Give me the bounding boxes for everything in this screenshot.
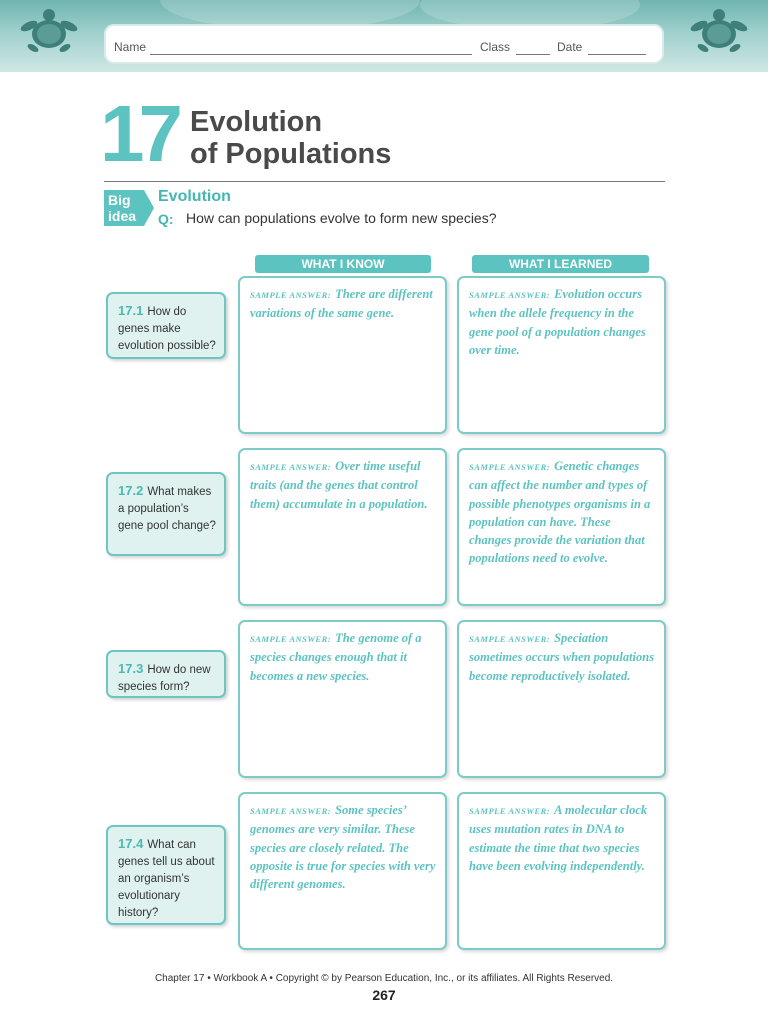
big-idea-badge-top: Big [108,192,131,208]
chapter-title-line1: Evolution [190,106,323,138]
sample-answer-tag: SAMPLE ANSWER: [469,290,551,300]
sample-answer-tag: SAMPLE ANSWER: [469,634,551,644]
lesson-question-text: What can genes tell us about an organism’s evolutionary history? [118,839,215,919]
lesson-question-text: How do new species form? [118,664,211,693]
copyright-footer: Chapter 17 • Workbook A • Copyright © by Pearson Education, Inc., or its affiliates. All Rights Reserved. [154,973,614,984]
lesson-question-17-1 [106,292,226,359]
learned-answer-text: A molecular clock uses mutation rates in DNA to estimate the time that two species have been evolving independently. [469,803,648,873]
lesson-number: 17.2 [118,483,144,498]
sample-answer-tag: SAMPLE ANSWER: [469,462,551,472]
learned-answer-box-17-3[interactable] [457,620,666,778]
name-label: Name [114,40,147,54]
sample-answer-tag: SAMPLE ANSWER: [250,806,332,816]
know-answer-box-17-1[interactable] [238,276,447,434]
header-band [0,0,768,72]
learned-answer-box-17-2[interactable] [457,448,666,606]
question-marker: Q: [158,211,174,227]
sample-answer-tag: SAMPLE ANSWER: [250,462,332,472]
learned-answer-text: Speciation sometimes occurs when populations become reproductively isolated. [469,631,655,683]
learned-answer-text: Evolution occurs when the allele frequency in the gene pool of a population changes over time. [469,287,646,357]
name-class-date-bar [104,24,664,64]
know-answer-text: Over time useful traits (and the genes that control them) accumulate in a population. [250,459,428,511]
big-idea-badge-bottom: idea [108,208,137,224]
page-number: 267 [372,987,396,1003]
lesson-question-text: How do genes make evolution possible? [118,306,216,352]
column-header-know: WHAT I KNOW [255,255,431,273]
sea-turtle-icon [690,6,748,58]
lesson-question-17-4 [106,825,226,925]
lesson-question-17-3 [106,650,226,698]
class-field[interactable] [516,54,550,55]
know-answer-box-17-3[interactable] [238,620,447,778]
date-field[interactable] [588,54,646,55]
sample-answer-tag: SAMPLE ANSWER: [469,806,551,816]
learned-answer-text: Genetic changes can affect the number and types of possible phenotypes organisms in a population can have. These changes provide the variation that populations need to evolve. [469,459,651,566]
chapter-number: 17 [100,89,177,178]
know-answer-box-17-2[interactable] [238,448,447,606]
chapter-title-line2: of Populations [190,138,392,170]
lesson-question-text: What makes a population’s gene pool change? [118,486,216,532]
date-label: Date [557,40,583,54]
class-label: Class [480,40,511,54]
big-idea-badge [104,190,154,226]
know-answer-text: The genome of a species changes enough that it becomes a new species. [250,631,422,683]
know-answer-text: There are different variations of the same gene. [250,287,433,321]
lesson-number: 17.3 [118,661,144,676]
know-answer-text: Some species’ genomes are very similar. These species are closely related. The opposite is true for species with very different genomes. [250,803,436,892]
lesson-number: 17.4 [118,836,144,851]
learned-answer-box-17-1[interactable] [457,276,666,434]
sample-answer-tag: SAMPLE ANSWER: [250,290,332,300]
big-idea-label: Evolution [158,188,231,205]
lesson-question-17-2 [106,472,226,556]
title-divider [104,181,665,182]
know-answer-box-17-4[interactable] [238,792,447,950]
sea-turtle-icon [20,6,78,58]
learned-answer-box-17-4[interactable] [457,792,666,950]
name-field[interactable] [150,54,472,55]
big-idea-question: How can populations evolve to form new species? [186,210,497,226]
column-header-learned: WHAT I LEARNED [472,255,649,273]
lesson-number: 17.1 [118,303,144,318]
sample-answer-tag: SAMPLE ANSWER: [250,634,332,644]
